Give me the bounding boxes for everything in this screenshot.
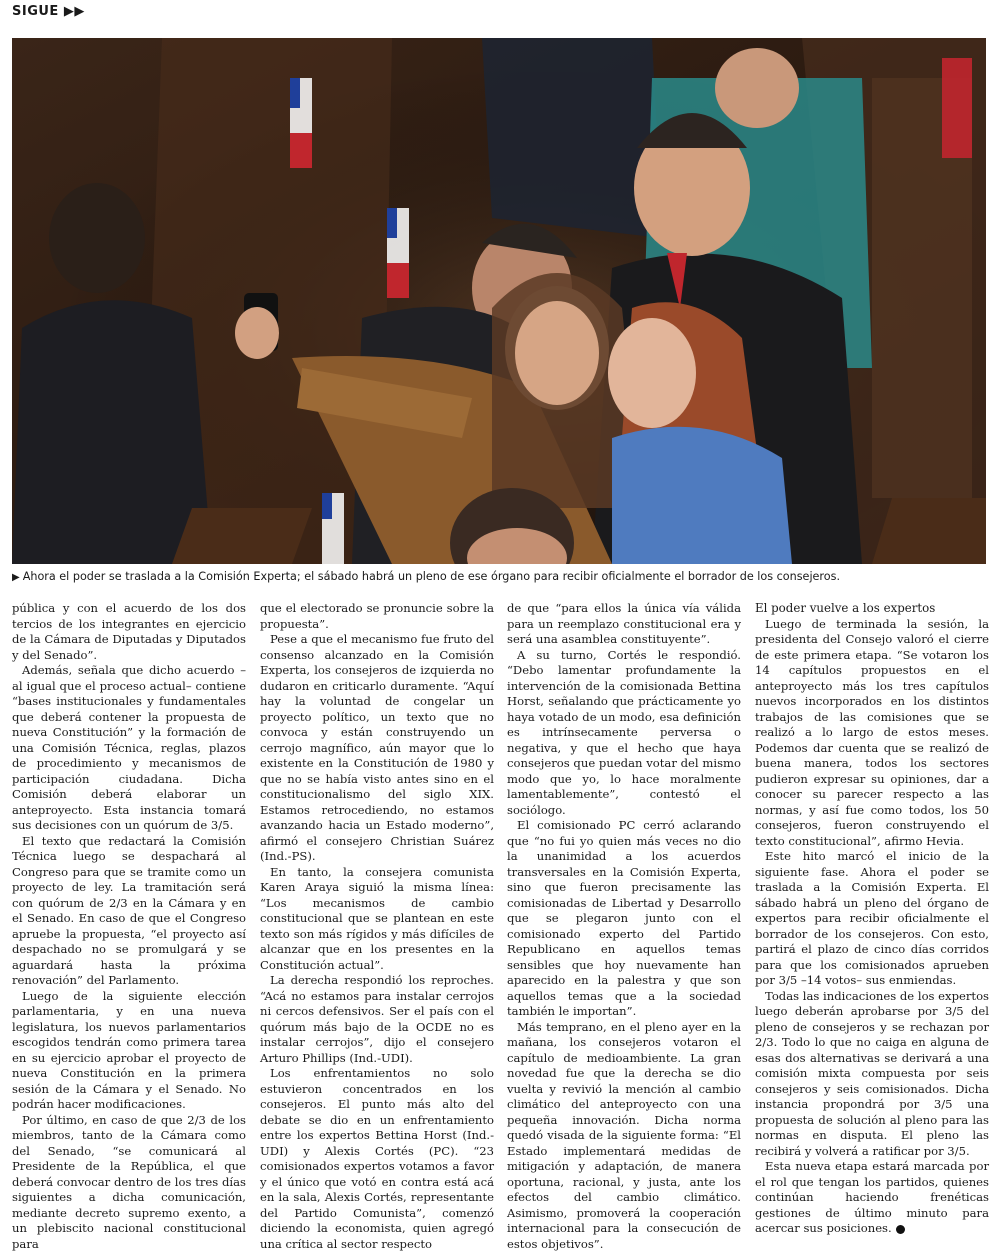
paragraph: Por último, en caso de que 2/3 de los miembros, tanto de la Cámara como del Senado, “se comunicará al Presidente de la República, el que deberá convocar dentro de los tres días siguientes a dicha comunicación, mediante decreto supremo exento, a un plebiscito nacional constitucional para (12, 1113, 246, 1252)
paragraph: pública y con el acuerdo de los dos tercios de los integrantes en ejercicio de la Cámara de Diputadas y Diputados y del Senado”. (12, 601, 246, 663)
paragraph: Luego de la siguiente elección parlamentaria, y en una nueva legislatura, los nuevos parlamentarios escogidos tendrán como primera tarea en su ejercicio aprobar el proyecto de nueva Constitución en la primera sesión de la Cámara y el Senado. No podrán hacer modificaciones. (12, 989, 246, 1113)
paragraph: Además, señala que dicho acuerdo –al igual que el proceso actual– contiene “bases institucionales y fundamentales que deberá contener la propuesta de nueva Constitución” y la formación de una Comisión Técnica, reglas, plazos de procedimiento y mecanismos de participación ciudadana. Dicha Comisión deberá elaborar un anteproyecto. Esta instancia tomará sus decisiones con un quórum de 3/5. (12, 663, 246, 834)
selfie-photo (12, 38, 986, 564)
paragraph: Todas las indicaciones de los expertos luego deberán aprobarse por 3/5 del pleno de consejeros y se rechazan por 2/3. Todo lo que no caiga en alguna de esas dos alternativas se derivará a una comisión mixta compuesta por seis consejeros y seis comisionados. Dicha instancia propondrá por 3/5 una propuesta de solución al pleno para las normas en disputa. El pleno las recibirá y volverá a ratificar por 3/5. (755, 989, 989, 1160)
paragraph: que el electorado se pronuncie sobre la propuesta”. (260, 601, 494, 632)
paragraph: Pese a que el mecanismo fue fruto del consenso alcanzado en la Comisión Experta, los consejeros de izquierda no dudaron en criticarlo duramente. “Aquí hay la voluntad de congelar un proyecto político, un texto que no convoca y están construyendo un cerrojo magnífico, aún mayor que lo existente en la Constitución de 1980 y que no se había visto antes sino en el constitucionalismo del siglo XIX. Estamos retrocediendo, no estamos avanzando hacia un Estado moderno”, afirmó el consejero Christian Suárez (Ind.-PS). (260, 632, 494, 865)
end-of-article-icon (896, 1225, 905, 1234)
paragraph: La derecha respondió los reproches. “Acá no estamos para instalar cerrojos ni cercos defensivos. Ser el país con el quórum más bajo de la OCDE no es instalar cerrojos”, dijo el consejero Arturo Phillips (Ind.-UDI). (260, 973, 494, 1066)
paragraph: Los enfrentamientos no solo estuvieron concentrados en los consejeros. El punto más alto del debate se dio en un enfrentamiento entre los expertos Bettina Horst (Ind.-UDI) y Alexis Cortés (PC). “23 comisionados expertos votamos a favor y el único que votó en contra está acá en la sala, Alexis Cortés, representante del Partido Comunista”, comenzó diciendo la economista, quien agregó una crítica al sector respecto (260, 1066, 494, 1252)
paragraph-last (755, 1159, 989, 1237)
paragraph: Más temprano, en el pleno ayer en la mañana, los consejeros votaron el capítulo de medioambiente. La gran novedad fue que la derecha se dio vuelta y revivió la mención al cambio climático del anteproyecto con una pequeña innovación. Dicha norma quedó visada de la siguiente forma: “El Estado implementará medidas de mitigación y adaptación, de manera oportuna, racional, y justa, ante los efectos del cambio climático. Asimismo, promoverá la cooperación internacional para la consecución de estos objetivos”. (507, 1020, 741, 1252)
photo-caption (12, 569, 992, 585)
paragraph: de que “para ellos la única vía válida para un reemplazo constitucional era y será una asamblea constituyente”. (507, 601, 741, 648)
section-label-sigue: SIGUE ▶▶ (12, 4, 85, 19)
subheading: El poder vuelve a los expertos (755, 601, 989, 617)
paragraph: En tanto, la consejera comunista Karen Araya siguió la misma línea: “Los mecanismos de cambio constitucional que se plantean en este texto son más rígidos y más difíciles de alcanzar que en los presentes en la Constitución actual”. (260, 865, 494, 974)
caption-marker-icon: ▶ (12, 572, 20, 583)
paragraph-text: Esta nueva etapa estará marcada por el rol que tengan los partidos, quienes continúan haciendo frenéticas gestiones de último minuto para acercar sus posiciones. (755, 1159, 989, 1235)
paragraph: El texto que redactará la Comisión Técnica luego se despachará al Congreso para que se tramite como un proyecto de ley. La tramitación será con quórum de 2/3 en la Cámara y en el Senado. En caso de que el Congreso apruebe la propuesta, “el proyecto así despachado no se promulgará y se aguardará hasta la próxima renovación” del Parlamento. (12, 834, 246, 989)
article-column-4 (755, 601, 989, 1237)
paragraph: El comisionado PC cerró aclarando que “no fui yo quien más veces no dio la unanimidad a los acuerdos transversales en la Comisión Experta, sino que fueron precisamente las comisionadas de Libertad y Desarrollo que se plegaron junto con el comisionado experto del Partido Republicano en aquellos temas sensibles que hoy nuevamente han aparecido en la palestra y que son aquellos temas que a la sociedad también le importan”. (507, 818, 741, 1020)
caption-text: Ahora el poder se traslada a la Comisión Experta; el sábado habrá un pleno de ese órgano para recibir oficialmente el borrador de los consejeros. (23, 570, 840, 583)
article-column-3 (507, 601, 741, 1252)
paragraph: Luego de terminada la sesión, la presidenta del Consejo valoró el cierre de este primera etapa. “Se votaron los 14 capítulos propuestos en el anteproyecto más los tres capítulos nuevos incorporados en los distintos trabajos de las comisiones que se realizó a lo largo de estos meses. Podemos dar cuenta que se realizó de buena manera, todos los sectores pudieron expresar su opiniones, dar a conocer su parecer respecto a las normas, y así fue como todos, los 50 consejeros, fueron construyendo el texto constitucional”, afirmo Hevia. (755, 617, 989, 850)
paragraph: Este hito marcó el inicio de la siguiente fase. Ahora el poder se traslada a la Comisión Experta. El sábado habrá un pleno del órgano de expertos para recibir oficialmente el borrador de los consejeros. Con esto, partirá el plazo de cinco días corridos para que los comisionados aprueben por 3/5 –14 votos– sus enmiendas. (755, 849, 989, 989)
paragraph: A su turno, Cortés le respondió. “Debo lamentar profundamente la intervención de la comisionada Bettina Horst, señalando que prácticamente yo haya votado de un modo, esa definición es intrínsecamente perversa o negativa, y que el hecho que haya consejeros que puedan votar del mismo modo que yo, lo hace moralmente lamentablemente”, contestó el sociólogo. (507, 648, 741, 819)
article-column-2 (260, 601, 494, 1252)
article-column-1 (12, 601, 246, 1252)
